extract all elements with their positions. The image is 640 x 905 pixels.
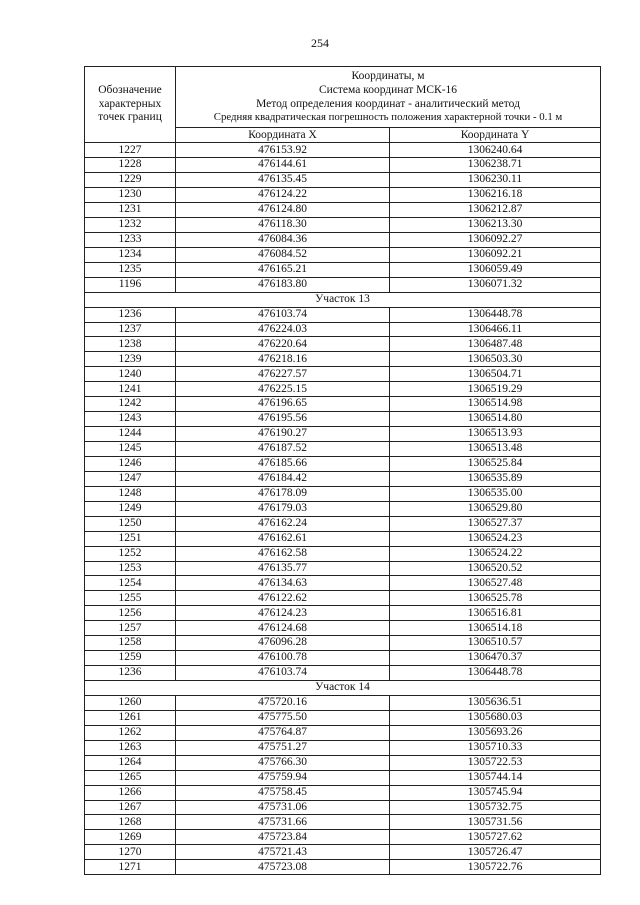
column-header-y: Координата Y	[390, 128, 601, 143]
coordinate-x: 476096.28	[176, 636, 390, 651]
table-row	[85, 188, 601, 203]
coordinate-y: 1306510.57	[390, 636, 601, 651]
coordinate-x: 475751.27	[176, 740, 390, 755]
point-id: 1270	[85, 845, 176, 860]
coordinate-y: 1305680.03	[390, 710, 601, 725]
table-row	[85, 546, 601, 561]
coordinate-x: 475766.30	[176, 755, 390, 770]
header-left-line: точек границ	[98, 111, 162, 124]
coordinate-y: 1306525.78	[390, 591, 601, 606]
coordinate-x: 476084.36	[176, 232, 390, 247]
coordinate-x: 476183.80	[176, 277, 390, 292]
table-row	[85, 471, 601, 486]
coordinate-y: 1305722.76	[390, 860, 601, 875]
coordinate-y: 1306527.37	[390, 516, 601, 531]
coordinate-y: 1306535.89	[390, 471, 601, 486]
point-id: 1232	[85, 217, 176, 232]
coordinate-y: 1305693.26	[390, 725, 601, 740]
coordinate-x: 476135.77	[176, 561, 390, 576]
table-row	[85, 367, 601, 382]
point-id: 1234	[85, 247, 176, 262]
header-left-line: Обозначение	[98, 84, 162, 97]
coordinate-y: 1306513.48	[390, 442, 601, 457]
point-id: 1258	[85, 636, 176, 651]
point-id: 1269	[85, 830, 176, 845]
coordinate-y: 1306525.84	[390, 456, 601, 471]
table-row	[85, 232, 601, 247]
coordinate-x: 476103.74	[176, 666, 390, 681]
coordinate-y: 1306238.71	[390, 158, 601, 173]
coordinate-y: 1306466.11	[390, 322, 601, 337]
coordinate-y: 1305722.53	[390, 755, 601, 770]
coordinate-x: 476122.62	[176, 591, 390, 606]
point-id: 1196	[85, 277, 176, 292]
point-id: 1261	[85, 710, 176, 725]
point-id: 1253	[85, 561, 176, 576]
coordinate-y: 1305732.75	[390, 800, 601, 815]
coordinate-x: 476124.80	[176, 203, 390, 218]
point-id: 1244	[85, 427, 176, 442]
point-id: 1254	[85, 576, 176, 591]
coordinate-x: 476100.78	[176, 651, 390, 666]
point-id: 1228	[85, 158, 176, 173]
point-id: 1255	[85, 591, 176, 606]
coordinate-x: 475731.06	[176, 800, 390, 815]
table-row	[85, 815, 601, 830]
table-row	[85, 217, 601, 232]
coordinate-x: 476220.64	[176, 337, 390, 352]
point-id: 1262	[85, 725, 176, 740]
table-row	[85, 830, 601, 845]
point-id: 1263	[85, 740, 176, 755]
table-row	[85, 740, 601, 755]
point-id: 1236	[85, 666, 176, 681]
coordinate-y: 1306487.48	[390, 337, 601, 352]
point-id: 1251	[85, 531, 176, 546]
table-row	[85, 486, 601, 501]
table-row	[85, 845, 601, 860]
coordinate-x: 476124.68	[176, 621, 390, 636]
coordinates-header	[176, 67, 601, 128]
table-row	[85, 516, 601, 531]
coordinate-x: 475721.43	[176, 845, 390, 860]
table-row	[85, 591, 601, 606]
coordinate-x: 476184.42	[176, 471, 390, 486]
coordinate-y: 1306514.80	[390, 412, 601, 427]
coordinate-x: 476134.63	[176, 576, 390, 591]
point-id: 1229	[85, 173, 176, 188]
table-row	[85, 442, 601, 457]
table-row	[85, 785, 601, 800]
coordinate-y: 1305636.51	[390, 695, 601, 710]
table-row	[85, 412, 601, 427]
coordinate-y: 1305727.62	[390, 830, 601, 845]
coordinate-y: 1305744.14	[390, 770, 601, 785]
coordinate-y: 1306524.23	[390, 531, 601, 546]
coordinate-y: 1306230.11	[390, 173, 601, 188]
coordinate-y: 1306504.71	[390, 367, 601, 382]
table-row	[85, 666, 601, 681]
point-id: 1227	[85, 143, 176, 158]
coordinate-x: 476162.58	[176, 546, 390, 561]
coordinate-y: 1306516.81	[390, 606, 601, 621]
coordinate-y: 1305731.56	[390, 815, 601, 830]
coordinate-x: 476162.61	[176, 531, 390, 546]
point-id: 1242	[85, 397, 176, 412]
header-right-line: Метод определения координат - аналитический метод	[256, 97, 520, 110]
coordinate-x: 476178.09	[176, 486, 390, 501]
coordinate-x: 475758.45	[176, 785, 390, 800]
coordinate-y: 1305745.94	[390, 785, 601, 800]
section-title: Участок 13	[85, 292, 601, 307]
point-id: 1239	[85, 352, 176, 367]
coordinate-x: 475764.87	[176, 725, 390, 740]
point-id: 1260	[85, 695, 176, 710]
coordinate-x: 476195.56	[176, 412, 390, 427]
table-row	[85, 860, 601, 875]
coordinate-y: 1306470.37	[390, 651, 601, 666]
header-right-line: Средняя квадратическая погрешность положения характерной точки - 0.1 м	[213, 111, 563, 124]
coordinate-y: 1306448.78	[390, 307, 601, 322]
table-row	[85, 262, 601, 277]
coordinate-x: 476224.03	[176, 322, 390, 337]
point-id: 1243	[85, 412, 176, 427]
coordinate-x: 476118.30	[176, 217, 390, 232]
table-row	[85, 636, 601, 651]
coordinate-x: 476144.61	[176, 158, 390, 173]
coordinate-y: 1306527.48	[390, 576, 601, 591]
point-id: 1238	[85, 337, 176, 352]
table-row	[85, 621, 601, 636]
coordinate-x: 475759.94	[176, 770, 390, 785]
table-row	[85, 725, 601, 740]
coordinate-y: 1306240.64	[390, 143, 601, 158]
point-id: 1259	[85, 651, 176, 666]
table-row	[85, 755, 601, 770]
table-row	[85, 606, 601, 621]
coordinate-x: 476124.22	[176, 188, 390, 203]
coordinate-x: 476124.23	[176, 606, 390, 621]
point-id: 1230	[85, 188, 176, 203]
coordinate-x: 475723.08	[176, 860, 390, 875]
coordinate-x: 476165.21	[176, 262, 390, 277]
page-number: 254	[311, 36, 329, 50]
table-row	[85, 576, 601, 591]
point-id: 1267	[85, 800, 176, 815]
header-right-line: Система координат МСК-16	[318, 83, 458, 96]
table-row	[85, 710, 601, 725]
point-id: 1264	[85, 755, 176, 770]
point-id: 1241	[85, 382, 176, 397]
point-id: 1252	[85, 546, 176, 561]
point-id: 1266	[85, 785, 176, 800]
point-id: 1233	[85, 232, 176, 247]
table-row	[85, 456, 601, 471]
coordinate-y: 1306059.49	[390, 262, 601, 277]
coordinate-x: 476153.92	[176, 143, 390, 158]
coordinate-y: 1306503.30	[390, 352, 601, 367]
header-left-line: характерных	[98, 97, 162, 110]
table-row	[85, 277, 601, 292]
coordinate-x: 476135.45	[176, 173, 390, 188]
table-row	[85, 143, 601, 158]
coordinate-y: 1306524.22	[390, 546, 601, 561]
coordinate-x: 475731.66	[176, 815, 390, 830]
coordinate-y: 1306092.27	[390, 232, 601, 247]
point-id: 1235	[85, 262, 176, 277]
coordinate-y: 1306535.00	[390, 486, 601, 501]
table-row	[85, 337, 601, 352]
header-right-line: Координаты, м	[351, 70, 425, 82]
section-title-row	[85, 292, 601, 307]
coordinate-x: 476179.03	[176, 501, 390, 516]
coordinate-y: 1306529.80	[390, 501, 601, 516]
table-row	[85, 800, 601, 815]
coordinate-y: 1306514.18	[390, 621, 601, 636]
coordinate-x: 476084.52	[176, 247, 390, 262]
coordinate-y: 1306212.87	[390, 203, 601, 218]
point-id: 1265	[85, 770, 176, 785]
coordinate-x: 476185.66	[176, 456, 390, 471]
table-row	[85, 531, 601, 546]
coordinate-x: 476103.74	[176, 307, 390, 322]
coordinate-x: 476196.65	[176, 397, 390, 412]
coordinate-x: 475720.16	[176, 695, 390, 710]
point-id: 1240	[85, 367, 176, 382]
coordinate-y: 1306216.18	[390, 188, 601, 203]
table-row	[85, 203, 601, 218]
table-row	[85, 651, 601, 666]
point-id: 1268	[85, 815, 176, 830]
section-title: Участок 14	[85, 681, 601, 696]
coordinate-y: 1305726.47	[390, 845, 601, 860]
point-designation-header	[85, 67, 176, 143]
coordinate-x: 476225.15	[176, 382, 390, 397]
point-id: 1247	[85, 471, 176, 486]
coordinate-x: 476218.16	[176, 352, 390, 367]
point-id: 1250	[85, 516, 176, 531]
coordinate-y: 1306519.29	[390, 382, 601, 397]
coordinate-y: 1306520.52	[390, 561, 601, 576]
point-id: 1237	[85, 322, 176, 337]
coordinate-y: 1306092.21	[390, 247, 601, 262]
column-header-x: Координата X	[176, 128, 390, 143]
section-title-row	[85, 681, 601, 696]
table-row	[85, 397, 601, 412]
table-row	[85, 352, 601, 367]
coordinate-x: 476162.24	[176, 516, 390, 531]
coordinate-x: 475775.50	[176, 710, 390, 725]
coordinates-table	[84, 66, 601, 875]
point-id: 1271	[85, 860, 176, 875]
point-id: 1236	[85, 307, 176, 322]
point-id: 1249	[85, 501, 176, 516]
point-id: 1231	[85, 203, 176, 218]
coordinate-y: 1306513.93	[390, 427, 601, 442]
table-row	[85, 427, 601, 442]
table-row	[85, 695, 601, 710]
coordinate-y: 1306213.30	[390, 217, 601, 232]
table-header-row	[85, 67, 601, 128]
table-row	[85, 561, 601, 576]
coordinate-x: 476190.27	[176, 427, 390, 442]
point-id: 1256	[85, 606, 176, 621]
table-row	[85, 382, 601, 397]
table-row	[85, 501, 601, 516]
coordinate-x: 475723.84	[176, 830, 390, 845]
coordinate-y: 1306514.98	[390, 397, 601, 412]
coordinate-x: 476227.57	[176, 367, 390, 382]
table-row	[85, 247, 601, 262]
point-id: 1257	[85, 621, 176, 636]
table-row	[85, 770, 601, 785]
point-id: 1246	[85, 456, 176, 471]
point-id: 1245	[85, 442, 176, 457]
table-row	[85, 307, 601, 322]
table-row	[85, 158, 601, 173]
coordinate-x: 476187.52	[176, 442, 390, 457]
coordinates-table-body	[85, 67, 601, 875]
table-row	[85, 173, 601, 188]
coordinate-y: 1306071.32	[390, 277, 601, 292]
table-row	[85, 322, 601, 337]
point-id: 1248	[85, 486, 176, 501]
coordinate-y: 1306448.78	[390, 666, 601, 681]
coordinate-y: 1305710.33	[390, 740, 601, 755]
